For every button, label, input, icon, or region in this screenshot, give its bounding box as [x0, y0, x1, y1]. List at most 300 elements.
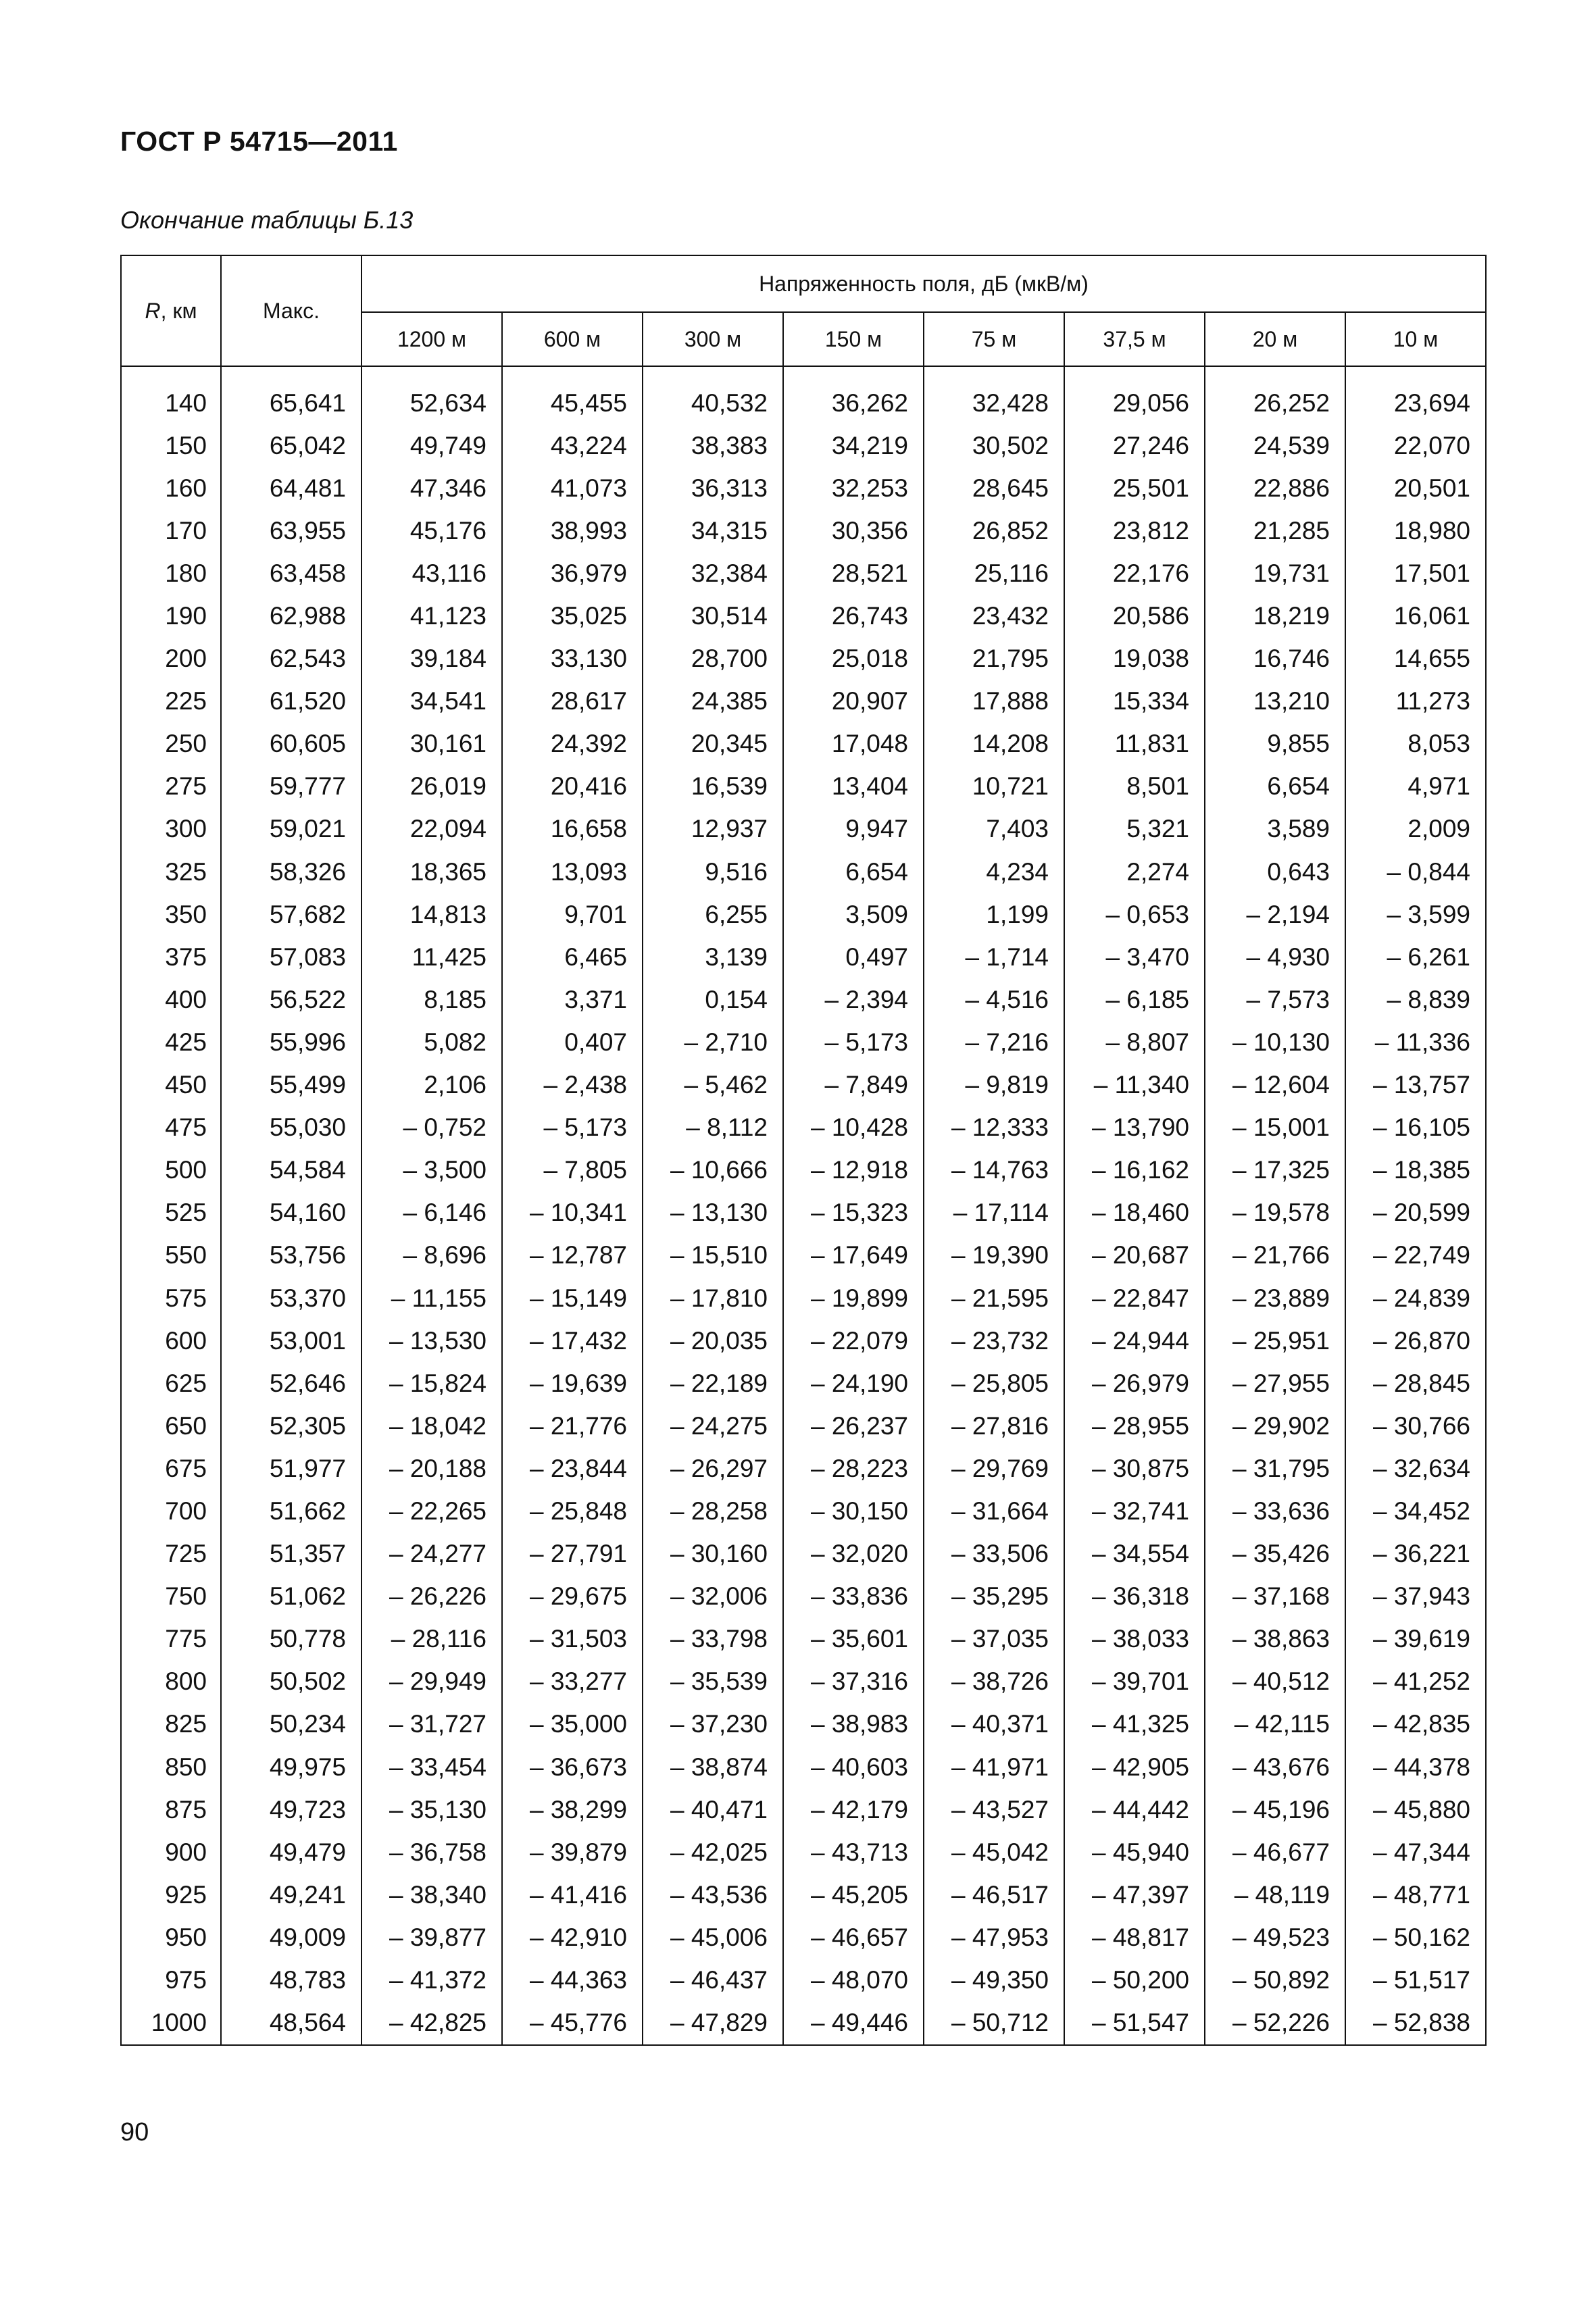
- cell-distance: 140: [121, 382, 221, 424]
- cell-value: – 36,221: [1345, 1533, 1486, 1576]
- cell-value: – 30,150: [783, 1490, 924, 1532]
- cell-distance: 900: [121, 1831, 221, 1873]
- cell-value: – 28,223: [783, 1447, 924, 1490]
- cell-value: 45,455: [502, 382, 643, 424]
- cell-value: – 46,517: [924, 1873, 1064, 1916]
- table-row: [121, 1873, 1486, 1916]
- cell-value: 7,403: [924, 808, 1064, 851]
- cell-value: – 8,839: [1345, 978, 1486, 1021]
- cell-value: – 41,971: [924, 1746, 1064, 1788]
- cell-max: 55,030: [221, 1107, 361, 1149]
- cell-value: – 44,442: [1064, 1788, 1205, 1831]
- cell-value: – 5,173: [783, 1021, 924, 1063]
- cell-distance: 350: [121, 893, 221, 936]
- cell-value: 9,701: [502, 893, 643, 936]
- cell-value: – 50,892: [1205, 1959, 1345, 2001]
- cell-value: – 9,819: [924, 1064, 1064, 1107]
- cell-value: – 33,798: [643, 1618, 783, 1661]
- table-row: [121, 936, 1486, 978]
- table-row: [121, 509, 1486, 552]
- cell-value: – 42,115: [1205, 1703, 1345, 1746]
- cell-value: – 45,880: [1345, 1788, 1486, 1831]
- cell-value: 25,501: [1064, 467, 1205, 509]
- cell-value: – 41,252: [1345, 1661, 1486, 1703]
- col-header-height: 37,5 м: [1064, 312, 1205, 366]
- table-row: [121, 1277, 1486, 1319]
- cell-value: – 30,766: [1345, 1405, 1486, 1447]
- cell-max: 48,564: [221, 2002, 361, 2045]
- cell-value: – 8,696: [361, 1234, 502, 1277]
- cell-value: 32,253: [783, 467, 924, 509]
- cell-value: – 38,874: [643, 1746, 783, 1788]
- cell-value: – 28,845: [1345, 1362, 1486, 1405]
- cell-distance: 750: [121, 1576, 221, 1618]
- cell-value: 43,224: [502, 424, 643, 467]
- cell-distance: 150: [121, 424, 221, 467]
- cell-value: – 21,766: [1205, 1234, 1345, 1277]
- cell-max: 54,584: [221, 1149, 361, 1192]
- cell-value: – 47,397: [1064, 1873, 1205, 1916]
- cell-value: – 35,601: [783, 1618, 924, 1661]
- cell-value: – 6,261: [1345, 936, 1486, 978]
- cell-value: – 17,114: [924, 1192, 1064, 1234]
- cell-value: 30,514: [643, 595, 783, 637]
- col-header-height: 20 м: [1205, 312, 1345, 366]
- document-id: ГОСТ Р 54715—2011: [120, 126, 398, 157]
- cell-value: 2,106: [361, 1064, 502, 1107]
- table-body: [121, 382, 1486, 2045]
- cell-max: 50,778: [221, 1618, 361, 1661]
- cell-value: – 20,599: [1345, 1192, 1486, 1234]
- table-row: [121, 978, 1486, 1021]
- cell-value: 45,176: [361, 509, 502, 552]
- cell-value: – 8,807: [1064, 1021, 1205, 1063]
- cell-value: – 2,394: [783, 978, 924, 1021]
- cell-value: – 22,847: [1064, 1277, 1205, 1319]
- cell-value: – 3,599: [1345, 893, 1486, 936]
- cell-value: 30,356: [783, 509, 924, 552]
- cell-value: – 10,130: [1205, 1021, 1345, 1063]
- cell-value: – 13,757: [1345, 1064, 1486, 1107]
- table-row: [121, 893, 1486, 936]
- cell-value: 13,210: [1205, 680, 1345, 723]
- cell-value: – 23,889: [1205, 1277, 1345, 1319]
- cell-value: – 14,763: [924, 1149, 1064, 1192]
- cell-value: – 39,877: [361, 1916, 502, 1959]
- cell-value: – 45,940: [1064, 1831, 1205, 1873]
- cell-value: – 18,385: [1345, 1149, 1486, 1192]
- cell-value: – 10,341: [502, 1192, 643, 1234]
- field-strength-table: [120, 255, 1487, 2046]
- cell-value: – 35,130: [361, 1788, 502, 1831]
- cell-value: 6,255: [643, 893, 783, 936]
- cell-value: – 29,675: [502, 1576, 643, 1618]
- cell-value: 14,655: [1345, 638, 1486, 680]
- cell-value: 47,346: [361, 467, 502, 509]
- cell-value: 16,746: [1205, 638, 1345, 680]
- cell-distance: 425: [121, 1021, 221, 1063]
- cell-distance: 450: [121, 1064, 221, 1107]
- table-row: [121, 1959, 1486, 2001]
- cell-value: – 0,844: [1345, 851, 1486, 893]
- cell-distance: 170: [121, 509, 221, 552]
- cell-value: – 24,275: [643, 1405, 783, 1447]
- cell-value: 33,130: [502, 638, 643, 680]
- cell-distance: 225: [121, 680, 221, 723]
- cell-value: 20,907: [783, 680, 924, 723]
- cell-value: – 26,870: [1345, 1319, 1486, 1362]
- table-row: [121, 1618, 1486, 1661]
- cell-value: – 35,426: [1205, 1533, 1345, 1576]
- cell-distance: 825: [121, 1703, 221, 1746]
- cell-distance: 375: [121, 936, 221, 978]
- cell-value: 17,048: [783, 723, 924, 765]
- cell-value: – 17,325: [1205, 1149, 1345, 1192]
- cell-value: – 48,070: [783, 1959, 924, 2001]
- cell-value: – 46,437: [643, 1959, 783, 2001]
- cell-value: – 45,776: [502, 2002, 643, 2045]
- cell-value: – 42,910: [502, 1916, 643, 1959]
- cell-value: – 15,149: [502, 1277, 643, 1319]
- page-number: 90: [120, 2118, 149, 2146]
- cell-value: 3,371: [502, 978, 643, 1021]
- cell-distance: 925: [121, 1873, 221, 1916]
- cell-value: 3,509: [783, 893, 924, 936]
- header-gap-row: [121, 366, 1486, 382]
- cell-value: – 43,527: [924, 1788, 1064, 1831]
- cell-value: – 24,944: [1064, 1319, 1205, 1362]
- cell-value: – 17,432: [502, 1319, 643, 1362]
- cell-value: – 33,506: [924, 1533, 1064, 1576]
- cell-value: – 31,664: [924, 1490, 1064, 1532]
- cell-value: – 37,168: [1205, 1576, 1345, 1618]
- cell-value: – 3,500: [361, 1149, 502, 1192]
- cell-value: – 16,162: [1064, 1149, 1205, 1192]
- cell-value: 23,812: [1064, 509, 1205, 552]
- cell-value: – 5,173: [502, 1107, 643, 1149]
- cell-value: 8,053: [1345, 723, 1486, 765]
- cell-value: – 25,805: [924, 1362, 1064, 1405]
- cell-value: – 40,512: [1205, 1661, 1345, 1703]
- cell-max: 60,605: [221, 723, 361, 765]
- cell-value: – 40,371: [924, 1703, 1064, 1746]
- cell-value: – 12,787: [502, 1234, 643, 1277]
- cell-value: 41,123: [361, 595, 502, 637]
- cell-value: – 26,226: [361, 1576, 502, 1618]
- cell-value: 2,009: [1345, 808, 1486, 851]
- cell-value: – 37,943: [1345, 1576, 1486, 1618]
- col-header-distance-symbol: R: [145, 298, 161, 323]
- cell-value: 8,185: [361, 978, 502, 1021]
- cell-distance: 875: [121, 1788, 221, 1831]
- cell-max: 50,502: [221, 1661, 361, 1703]
- cell-value: – 31,795: [1205, 1447, 1345, 1490]
- cell-value: – 30,160: [643, 1533, 783, 1576]
- cell-value: 22,886: [1205, 467, 1345, 509]
- cell-max: 65,042: [221, 424, 361, 467]
- cell-value: – 23,732: [924, 1319, 1064, 1362]
- cell-value: 25,116: [924, 552, 1064, 595]
- cell-value: – 34,554: [1064, 1533, 1205, 1576]
- col-header-height: 300 м: [643, 312, 783, 366]
- cell-value: 10,721: [924, 765, 1064, 808]
- cell-value: 8,501: [1064, 765, 1205, 808]
- cell-value: – 39,701: [1064, 1661, 1205, 1703]
- table-row: [121, 1490, 1486, 1532]
- cell-value: – 33,836: [783, 1576, 924, 1618]
- col-header-height: 75 м: [924, 312, 1064, 366]
- col-header-distance: [121, 255, 221, 366]
- cell-value: – 5,462: [643, 1064, 783, 1107]
- cell-distance: 600: [121, 1319, 221, 1362]
- cell-value: – 11,336: [1345, 1021, 1486, 1063]
- cell-value: – 19,578: [1205, 1192, 1345, 1234]
- table-row: [121, 1149, 1486, 1192]
- cell-value: – 27,816: [924, 1405, 1064, 1447]
- table-row: [121, 1107, 1486, 1149]
- cell-value: 26,743: [783, 595, 924, 637]
- cell-value: – 37,035: [924, 1618, 1064, 1661]
- cell-value: – 12,918: [783, 1149, 924, 1192]
- cell-value: – 45,196: [1205, 1788, 1345, 1831]
- cell-value: – 47,344: [1345, 1831, 1486, 1873]
- col-header-height: 600 м: [502, 312, 643, 366]
- cell-distance: 625: [121, 1362, 221, 1405]
- cell-value: 1,199: [924, 893, 1064, 936]
- cell-value: – 50,162: [1345, 1916, 1486, 1959]
- cell-value: – 37,316: [783, 1661, 924, 1703]
- cell-value: 13,404: [783, 765, 924, 808]
- table-row: [121, 1703, 1486, 1746]
- table-row: [121, 424, 1486, 467]
- cell-value: 9,516: [643, 851, 783, 893]
- cell-value: – 46,657: [783, 1916, 924, 1959]
- cell-value: 3,139: [643, 936, 783, 978]
- cell-value: – 2,194: [1205, 893, 1345, 936]
- cell-value: 18,219: [1205, 595, 1345, 637]
- cell-value: 24,539: [1205, 424, 1345, 467]
- cell-max: 49,241: [221, 1873, 361, 1916]
- cell-value: – 13,530: [361, 1319, 502, 1362]
- cell-value: 17,888: [924, 680, 1064, 723]
- cell-value: – 2,710: [643, 1021, 783, 1063]
- cell-value: – 17,649: [783, 1234, 924, 1277]
- cell-value: – 28,258: [643, 1490, 783, 1532]
- cell-distance: 550: [121, 1234, 221, 1277]
- cell-value: – 21,776: [502, 1405, 643, 1447]
- table-caption: Окончание таблицы Б.13: [120, 206, 414, 234]
- cell-value: – 8,112: [643, 1107, 783, 1149]
- cell-value: – 22,189: [643, 1362, 783, 1405]
- cell-max: 61,520: [221, 680, 361, 723]
- table-row: [121, 1362, 1486, 1405]
- table-row: [121, 1405, 1486, 1447]
- cell-max: 49,723: [221, 1788, 361, 1831]
- cell-max: 59,777: [221, 765, 361, 808]
- cell-value: 17,501: [1345, 552, 1486, 595]
- cell-value: – 46,677: [1205, 1831, 1345, 1873]
- cell-value: 13,093: [502, 851, 643, 893]
- col-header-height: 1200 м: [361, 312, 502, 366]
- cell-value: – 23,844: [502, 1447, 643, 1490]
- cell-value: – 49,523: [1205, 1916, 1345, 1959]
- cell-value: – 27,955: [1205, 1362, 1345, 1405]
- cell-value: 30,502: [924, 424, 1064, 467]
- cell-value: 11,273: [1345, 680, 1486, 723]
- cell-value: 32,384: [643, 552, 783, 595]
- cell-value: 36,313: [643, 467, 783, 509]
- cell-value: 39,184: [361, 638, 502, 680]
- cell-value: 22,176: [1064, 552, 1205, 595]
- cell-value: 14,208: [924, 723, 1064, 765]
- cell-value: – 40,603: [783, 1746, 924, 1788]
- col-group-header: Напряженность поля, дБ (мкВ/м): [361, 255, 1486, 312]
- cell-value: – 38,983: [783, 1703, 924, 1746]
- cell-value: 32,428: [924, 382, 1064, 424]
- cell-value: 49,749: [361, 424, 502, 467]
- cell-distance: 250: [121, 723, 221, 765]
- cell-value: – 33,636: [1205, 1490, 1345, 1532]
- cell-value: 23,432: [924, 595, 1064, 637]
- cell-max: 55,996: [221, 1021, 361, 1063]
- cell-value: – 19,390: [924, 1234, 1064, 1277]
- cell-distance: 775: [121, 1618, 221, 1661]
- cell-distance: 525: [121, 1192, 221, 1234]
- cell-value: – 41,325: [1064, 1703, 1205, 1746]
- cell-distance: 700: [121, 1490, 221, 1532]
- table-row: [121, 1021, 1486, 1063]
- cell-value: – 19,639: [502, 1362, 643, 1405]
- cell-value: 27,246: [1064, 424, 1205, 467]
- table-row: [121, 1192, 1486, 1234]
- cell-value: – 47,829: [643, 2002, 783, 2045]
- cell-max: 51,977: [221, 1447, 361, 1490]
- cell-value: – 7,573: [1205, 978, 1345, 1021]
- cell-distance: 275: [121, 765, 221, 808]
- cell-distance: 650: [121, 1405, 221, 1447]
- cell-value: – 25,951: [1205, 1319, 1345, 1362]
- cell-value: – 0,653: [1064, 893, 1205, 936]
- cell-value: 5,321: [1064, 808, 1205, 851]
- cell-value: – 21,595: [924, 1277, 1064, 1319]
- cell-value: – 38,340: [361, 1873, 502, 1916]
- cell-max: 54,160: [221, 1192, 361, 1234]
- cell-value: – 48,771: [1345, 1873, 1486, 1916]
- cell-distance: 400: [121, 978, 221, 1021]
- cell-value: 9,855: [1205, 723, 1345, 765]
- cell-value: – 38,726: [924, 1661, 1064, 1703]
- cell-value: 25,018: [783, 638, 924, 680]
- cell-value: 36,262: [783, 382, 924, 424]
- cell-value: – 25,848: [502, 1490, 643, 1532]
- cell-value: – 12,604: [1205, 1064, 1345, 1107]
- cell-value: – 43,676: [1205, 1746, 1345, 1788]
- cell-value: – 33,454: [361, 1746, 502, 1788]
- cell-value: – 48,817: [1064, 1916, 1205, 1959]
- cell-value: 41,073: [502, 467, 643, 509]
- cell-max: 64,481: [221, 467, 361, 509]
- cell-value: – 41,416: [502, 1873, 643, 1916]
- table-row: [121, 1916, 1486, 1959]
- cell-value: – 38,299: [502, 1788, 643, 1831]
- cell-distance: 725: [121, 1533, 221, 1576]
- cell-max: 63,955: [221, 509, 361, 552]
- cell-value: 26,852: [924, 509, 1064, 552]
- cell-max: 52,305: [221, 1405, 361, 1447]
- col-header-height: 10 м: [1345, 312, 1486, 366]
- cell-value: – 43,713: [783, 1831, 924, 1873]
- cell-value: – 1,714: [924, 936, 1064, 978]
- table-row: [121, 808, 1486, 851]
- cell-value: – 20,188: [361, 1447, 502, 1490]
- cell-max: 49,009: [221, 1916, 361, 1959]
- cell-value: – 10,428: [783, 1107, 924, 1149]
- cell-distance: 200: [121, 638, 221, 680]
- cell-value: 19,038: [1064, 638, 1205, 680]
- cell-value: 18,365: [361, 851, 502, 893]
- table-row: [121, 1064, 1486, 1107]
- col-header-distance-unit: , км: [160, 298, 197, 323]
- cell-distance: 1000: [121, 2002, 221, 2045]
- cell-value: – 30,875: [1064, 1447, 1205, 1490]
- cell-max: 52,646: [221, 1362, 361, 1405]
- cell-max: 62,988: [221, 595, 361, 637]
- cell-value: – 27,791: [502, 1533, 643, 1576]
- cell-value: 22,094: [361, 808, 502, 851]
- cell-value: 40,532: [643, 382, 783, 424]
- cell-value: 4,971: [1345, 765, 1486, 808]
- cell-value: 5,082: [361, 1021, 502, 1063]
- cell-max: 57,083: [221, 936, 361, 978]
- cell-value: 28,700: [643, 638, 783, 680]
- cell-distance: 975: [121, 1959, 221, 2001]
- cell-value: – 24,839: [1345, 1277, 1486, 1319]
- cell-value: – 37,230: [643, 1703, 783, 1746]
- cell-max: 53,370: [221, 1277, 361, 1319]
- table-row: [121, 680, 1486, 723]
- cell-value: – 50,200: [1064, 1959, 1205, 2001]
- table-row: [121, 2002, 1486, 2045]
- cell-value: 29,056: [1064, 382, 1205, 424]
- cell-value: – 4,930: [1205, 936, 1345, 978]
- cell-value: – 44,378: [1345, 1746, 1486, 1788]
- table-row: [121, 1533, 1486, 1576]
- cell-value: 16,658: [502, 808, 643, 851]
- cell-value: 18,980: [1345, 509, 1486, 552]
- cell-value: 30,161: [361, 723, 502, 765]
- cell-value: – 49,350: [924, 1959, 1064, 2001]
- cell-max: 58,326: [221, 851, 361, 893]
- cell-value: – 33,277: [502, 1661, 643, 1703]
- cell-value: – 52,226: [1205, 2002, 1345, 2045]
- cell-value: 26,252: [1205, 382, 1345, 424]
- cell-value: 24,392: [502, 723, 643, 765]
- cell-value: 24,385: [643, 680, 783, 723]
- table-row: [121, 638, 1486, 680]
- cell-value: – 4,516: [924, 978, 1064, 1021]
- cell-value: – 10,666: [643, 1149, 783, 1192]
- cell-value: – 7,805: [502, 1149, 643, 1192]
- cell-value: – 18,042: [361, 1405, 502, 1447]
- cell-value: – 29,769: [924, 1447, 1064, 1490]
- cell-value: – 20,687: [1064, 1234, 1205, 1277]
- table-row: [121, 1234, 1486, 1277]
- cell-value: 20,416: [502, 765, 643, 808]
- cell-value: 34,541: [361, 680, 502, 723]
- cell-value: – 19,899: [783, 1277, 924, 1319]
- cell-value: 6,465: [502, 936, 643, 978]
- cell-value: – 42,905: [1064, 1746, 1205, 1788]
